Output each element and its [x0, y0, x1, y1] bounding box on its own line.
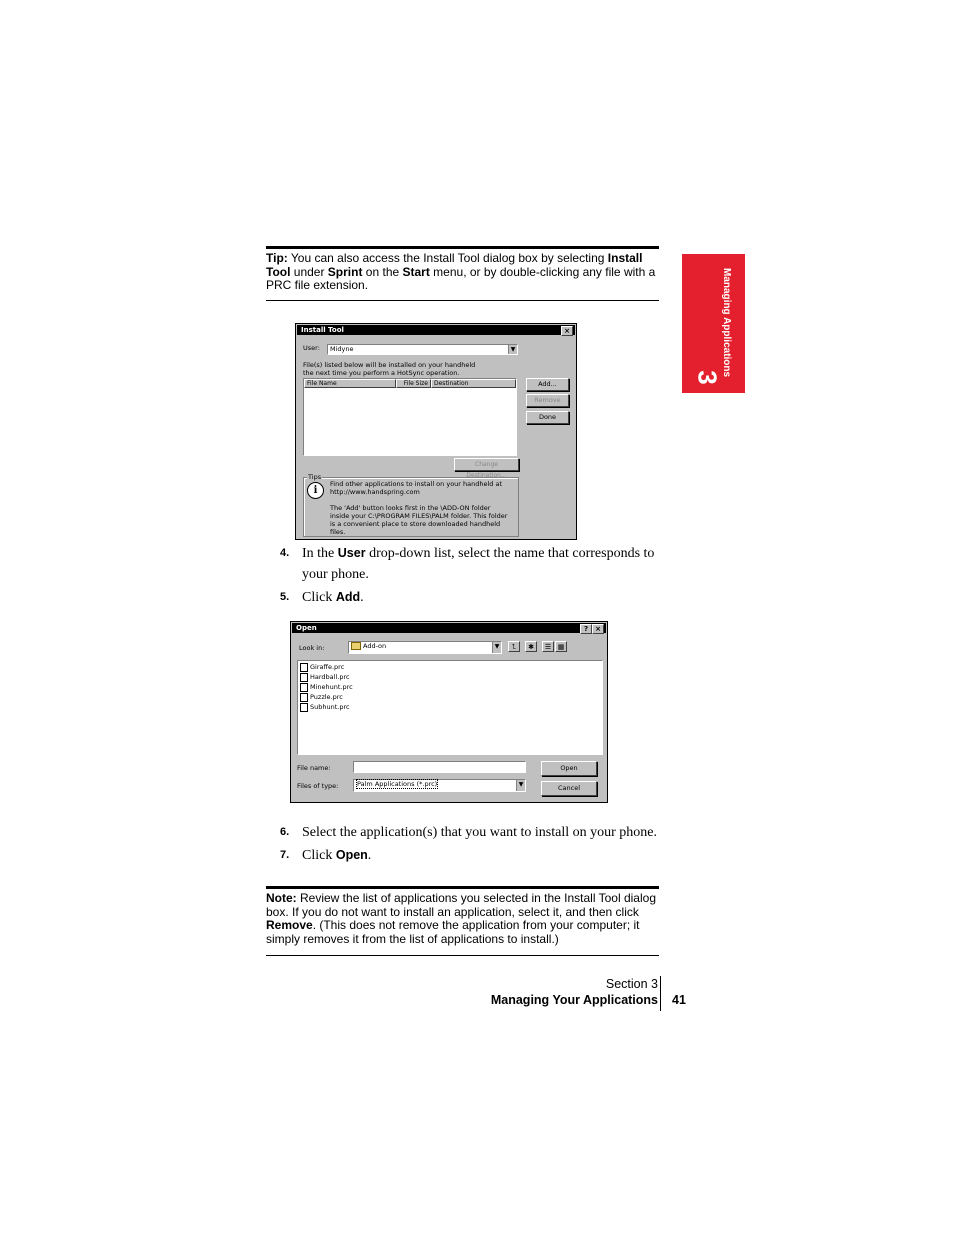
look-in-dropdown[interactable] — [348, 641, 502, 654]
step-number: 6. — [280, 826, 290, 838]
file-list[interactable] — [297, 660, 603, 755]
new-folder-icon[interactable]: ✱ — [525, 641, 537, 652]
user-dropdown[interactable] — [327, 344, 518, 355]
files-of-type-label: Files of type: — [297, 782, 339, 790]
close-icon[interactable]: × — [592, 624, 604, 634]
add-button[interactable]: Add... — [526, 378, 569, 391]
look-in-value: Add-on — [363, 642, 387, 650]
column-file-name[interactable]: File Name — [304, 379, 396, 388]
page-number: 41 — [672, 993, 686, 1007]
step-number: 4. — [280, 547, 290, 559]
step-text: Select the application(s) that you want to install on your phone. — [302, 825, 657, 840]
change-destination-button[interactable]: Change Destination... — [454, 458, 519, 471]
close-icon[interactable]: × — [561, 326, 573, 336]
step-4 — [280, 543, 660, 585]
open-titlebar — [292, 623, 606, 633]
step-text-end: . — [367, 848, 372, 863]
column-file-size[interactable]: File Size — [396, 379, 431, 388]
tips-label: Tips — [308, 473, 322, 481]
chevron-down-icon[interactable]: ▼ — [516, 780, 525, 791]
step-6 — [280, 822, 660, 843]
file-name-label: File name: — [297, 764, 331, 772]
step-5 — [280, 587, 660, 608]
help-icon[interactable]: ? — [580, 624, 592, 634]
up-folder-icon[interactable]: ⮤ — [508, 641, 520, 652]
step-number: 5. — [280, 591, 290, 603]
list-item[interactable] — [300, 662, 600, 672]
file-icon — [300, 663, 308, 672]
note-label: Note: — [266, 891, 297, 905]
file-name: Puzzle.prc — [310, 693, 343, 701]
file-icon — [300, 693, 308, 702]
step-text: Click — [302, 848, 336, 863]
side-tab-number: 3 — [692, 370, 723, 385]
tip-bold-start: Start — [402, 264, 430, 279]
tip-text-2: under — [290, 264, 328, 279]
tip-text-1: You can also access the Install Tool dialog box by selecting — [287, 251, 608, 265]
chevron-down-icon[interactable]: ▼ — [492, 642, 501, 653]
install-tool-titlebar — [297, 325, 575, 335]
tip-text-3: on the — [362, 264, 403, 279]
open-title: Open — [296, 624, 317, 632]
side-tab-label: Managing Applications — [721, 268, 732, 378]
details-view-icon[interactable]: ▦ — [555, 641, 567, 652]
file-icon — [300, 673, 308, 682]
file-name: Minehunt.prc — [310, 683, 353, 691]
note-box — [266, 886, 659, 956]
list-view-icon[interactable]: ☰ — [542, 641, 554, 652]
step-text: Click — [302, 590, 336, 605]
tip-box — [266, 246, 659, 301]
step-text-end: . — [360, 590, 364, 605]
remove-button[interactable]: Remove — [526, 394, 569, 407]
install-description: File(s) listed below will be installed on your handheld the next time you perform a HotSync operation. — [303, 361, 476, 377]
tip-text-4: menu, or by double-clicking any file with a PRC file extension. — [266, 264, 656, 292]
footer-section: Section 3 — [605, 977, 658, 991]
step-text-end: drop-down list, select the name that corresponds to your phone. — [302, 546, 655, 582]
done-button[interactable]: Done — [526, 411, 569, 424]
note-text-2: . (This does not remove the application from your computer; it simply removes it from the list of applications to install.) — [266, 918, 640, 946]
file-icon — [300, 703, 308, 712]
list-item[interactable] — [300, 692, 600, 702]
look-in-label: Look in: — [299, 644, 325, 652]
note-bold-remove: Remove — [266, 918, 313, 932]
section-side-tab — [682, 254, 745, 393]
install-tool-dialog — [295, 323, 577, 540]
info-icon: i — [307, 482, 324, 499]
tip-bold-sprint: Sprint — [327, 264, 363, 279]
tip-label: Tip: — [266, 251, 288, 265]
file-name: Hardball.prc — [310, 673, 350, 681]
footer-divider — [660, 976, 661, 1011]
folder-icon — [351, 642, 361, 650]
list-item[interactable] — [300, 682, 600, 692]
step-bold: Open — [335, 848, 368, 862]
footer-title: Managing Your Applications — [490, 993, 658, 1007]
open-dialog — [290, 621, 608, 803]
step-text: In the — [302, 546, 338, 561]
open-button[interactable]: Open — [541, 761, 597, 776]
list-item[interactable] — [300, 702, 600, 712]
tips-text-2: The 'Add' button looks first in the \ADD-ON folder inside your C:\PROGRAM FILES\PALM folder. This folder is a convenient place to store downloaded handheld files. — [330, 504, 508, 536]
files-of-type-dropdown[interactable] — [353, 779, 526, 792]
chevron-down-icon[interactable]: ▼ — [508, 345, 517, 354]
file-name: Giraffe.prc — [310, 663, 345, 671]
tip-bold-install-tool: Install Tool — [266, 251, 643, 279]
note-text-1: Review the list of applications you selected in the Install Tool dialog box. If you do not want to install an application, select it, and then click — [266, 891, 656, 919]
user-dropdown-value: Midyne — [330, 345, 354, 353]
file-name-input[interactable] — [353, 761, 526, 773]
install-tool-title: Install Tool — [301, 326, 344, 334]
step-bold: Add — [335, 590, 361, 604]
tips-text-1: Find other applications to install on your handheld at http://www.handspring.com — [330, 480, 503, 496]
step-7 — [280, 845, 660, 866]
file-name: Subhunt.prc — [310, 703, 350, 711]
user-label: User: — [303, 344, 320, 352]
files-of-type-value: Palm Applications (*.prc) — [357, 780, 438, 788]
file-icon — [300, 683, 308, 692]
list-item[interactable] — [300, 672, 600, 682]
step-number: 7. — [280, 849, 290, 861]
cancel-button[interactable]: Cancel — [541, 781, 597, 796]
install-file-list[interactable] — [303, 378, 517, 456]
step-bold: User — [337, 546, 366, 560]
column-destination[interactable]: Destination — [431, 379, 516, 388]
